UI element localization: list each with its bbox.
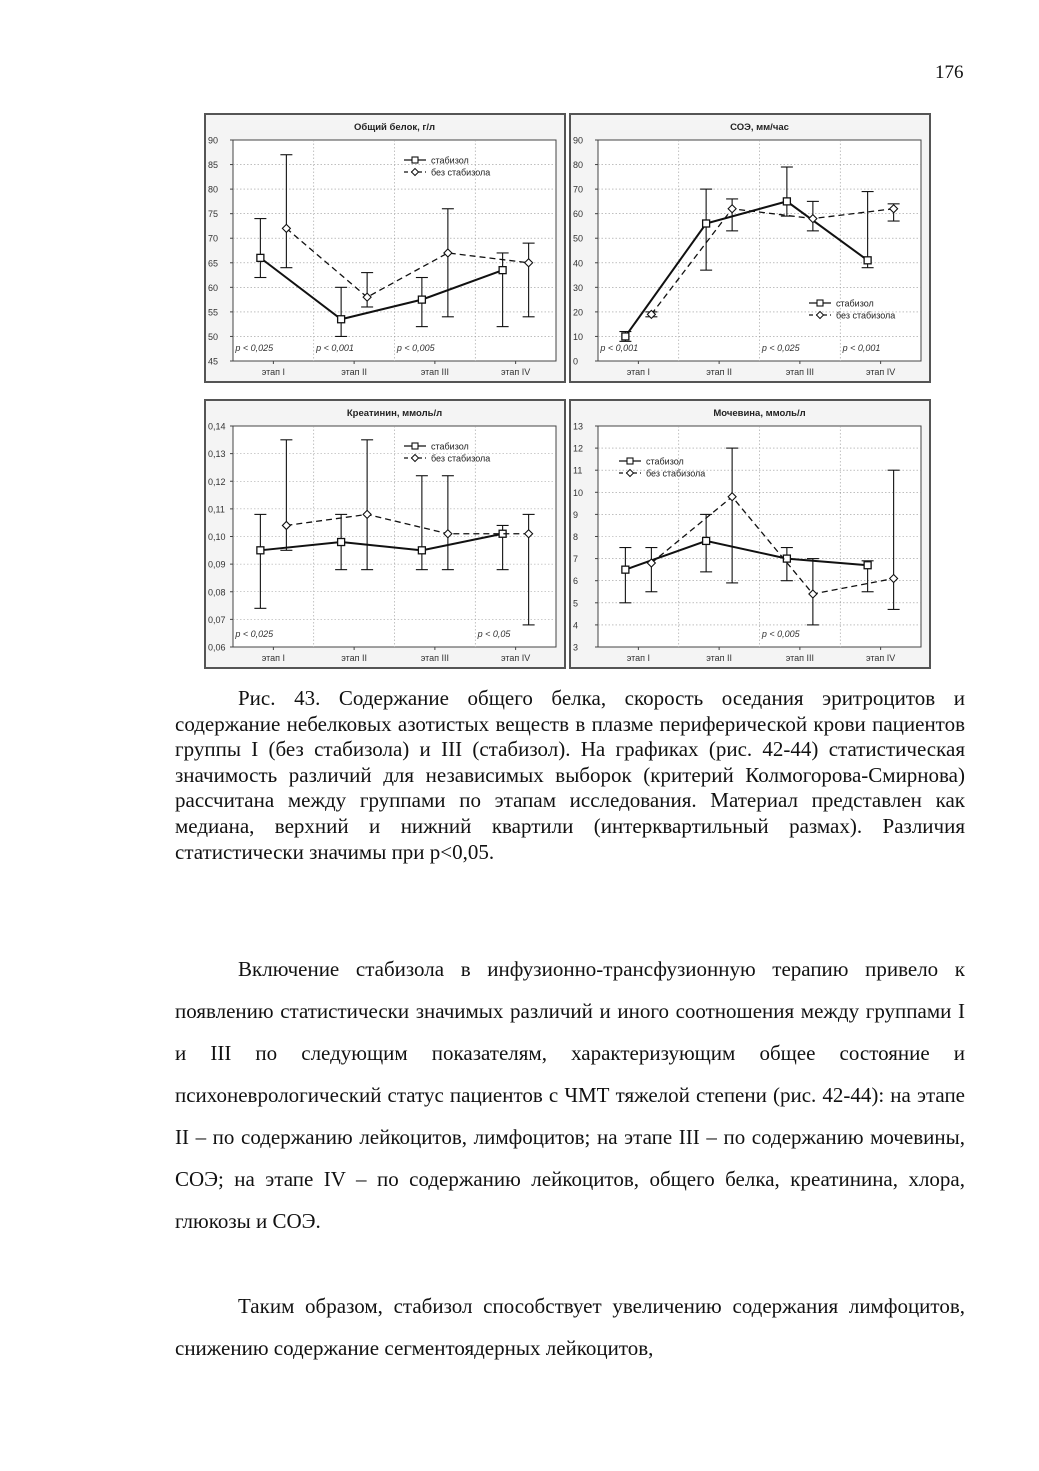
legend-label: без стабизола <box>431 453 491 464</box>
x-tick-label: этап II <box>341 367 368 377</box>
y-tick-label: 6 <box>573 576 579 587</box>
legend-marker <box>412 443 418 449</box>
legend-label: без стабизола <box>836 310 896 321</box>
x-tick-label: этап I <box>626 653 651 663</box>
x-tick-label: этап II <box>341 653 368 663</box>
figure-caption <box>175 686 965 865</box>
y-tick-label: 5 <box>573 598 579 609</box>
legend-marker <box>412 157 418 163</box>
y-tick-label: 0,13 <box>208 449 226 460</box>
y-tick-label: 40 <box>573 258 584 269</box>
y-tick-label: 0,09 <box>208 559 226 570</box>
chart-svg <box>569 399 931 669</box>
data-point-square <box>703 537 710 544</box>
data-point-square <box>257 254 264 261</box>
y-tick-label: 0,08 <box>208 587 226 598</box>
chart-title: Общий белок, г/л <box>353 122 436 133</box>
data-point-square <box>338 539 345 546</box>
chart-svg <box>204 399 566 669</box>
y-tick-label: 60 <box>208 282 219 293</box>
y-tick-label: 0,14 <box>208 421 226 432</box>
y-tick-label: 4 <box>573 620 579 631</box>
y-tick-label: 30 <box>573 282 584 293</box>
y-tick-label: 0,10 <box>208 532 226 542</box>
x-tick-label: этап II <box>706 653 733 663</box>
y-tick-label: 0,12 <box>208 476 226 487</box>
x-tick-label: этап III <box>420 653 450 663</box>
p-value-annotation: p < 0,001 <box>842 343 881 353</box>
page-number: 176 <box>935 62 964 83</box>
y-tick-label: 70 <box>208 233 219 244</box>
p-value-annotation: p < 0,001 <box>316 343 354 353</box>
paragraph-2-text: Таким образом, стабизол способствует увеличению содержания лимфоцитов, снижению содержание сегментоядерных лейкоцитов, <box>175 1294 965 1360</box>
legend-label: стабизол <box>646 456 684 467</box>
caption-text: Рис. 43. Содержание общего белка, скорость оседания эритроцитов и содержание небелковых азотистых веществ в плазме периферической крови пациентов группы I (без стабизола) и III (стабизол). На графиках (рис. 42-44) статистическая значимость различий для независимых выборок (критерий Колмогорова-Смирнова) рассчитана между группами по этапам исследования. Материал представлен как медиана, верхний и нижний квартили (интерквартильный размах). Различия статистически значимы при p<0,05. <box>175 686 965 864</box>
y-tick-label: 13 <box>573 421 584 432</box>
chart-total-protein <box>204 113 566 383</box>
chart-title: Мочевина, ммоль/л <box>713 408 806 419</box>
body-paragraph-2 <box>175 1285 965 1369</box>
legend-marker <box>817 300 823 306</box>
y-tick-label: 11 <box>573 465 583 476</box>
x-tick-label: этап I <box>626 367 651 377</box>
chart-esr <box>569 113 931 383</box>
legend-label: без стабизола <box>431 167 491 178</box>
y-tick-label: 12 <box>573 443 584 454</box>
data-point-square <box>703 220 710 227</box>
data-point-square <box>783 555 790 562</box>
x-tick-label: этап III <box>785 367 815 377</box>
p-value-annotation: p < 0,025 <box>235 629 274 639</box>
y-tick-label: 50 <box>208 331 219 342</box>
legend-marker <box>627 458 633 464</box>
y-tick-label: 20 <box>573 307 584 318</box>
data-point-square <box>499 267 506 274</box>
chart-creatinine <box>204 399 566 669</box>
y-tick-label: 80 <box>208 184 219 195</box>
y-tick-label: 0,06 <box>208 642 226 653</box>
p-value-annotation: p < 0,005 <box>396 343 435 353</box>
legend-label: без стабизола <box>646 468 706 479</box>
y-tick-label: 75 <box>208 209 219 220</box>
paragraph-1-text: Включение стабизола в инфузионно-трансфузионную терапию привело к появлению статистически значимых различий и иного соотношения между группами I и III по следующим показателям, характеризующим общее состояние и психоневрологический статус пациентов с ЧМТ тяжелой степени (рис. 42-44): на этапе II – по содержанию лейкоцитов, лимфоцитов; на этапе III – по содержанию мочевины, СОЭ; на этапе IV – по содержанию лейкоцитов, общего белка, креатинина, хлора, глюкозы и СОЭ. <box>175 957 965 1233</box>
y-tick-label: 65 <box>208 258 219 269</box>
y-tick-label: 0,07 <box>208 614 226 625</box>
x-tick-label: этап III <box>785 653 815 663</box>
chart-svg <box>569 113 931 383</box>
data-point-square <box>338 316 345 323</box>
x-tick-label: этап II <box>706 367 733 377</box>
chart-svg <box>204 113 566 383</box>
y-tick-label: 70 <box>573 184 584 195</box>
y-tick-label: 85 <box>208 160 219 171</box>
y-tick-label: 10 <box>573 331 584 342</box>
y-tick-label: 0,11 <box>208 504 225 515</box>
y-tick-label: 50 <box>573 233 584 244</box>
plot-area <box>598 140 921 361</box>
y-tick-label: 7 <box>573 554 579 565</box>
y-tick-label: 80 <box>573 160 584 171</box>
p-value-annotation: p < 0,025 <box>235 343 274 353</box>
data-point-square <box>622 566 629 573</box>
legend-label: стабизол <box>431 155 469 166</box>
y-tick-label: 90 <box>208 135 219 146</box>
data-point-square <box>257 547 264 554</box>
p-value-annotation: p < 0,005 <box>761 629 800 639</box>
y-tick-label: 60 <box>573 209 584 220</box>
x-tick-label: этап IV <box>500 367 531 377</box>
x-tick-label: этап IV <box>865 653 896 663</box>
y-tick-label: 90 <box>573 135 584 146</box>
y-tick-label: 45 <box>208 356 219 367</box>
y-tick-label: 3 <box>573 642 579 653</box>
y-tick-label: 9 <box>573 509 579 520</box>
x-tick-label: этап IV <box>865 367 896 377</box>
data-point-square <box>622 333 629 340</box>
p-value-annotation: p < 0,025 <box>761 343 800 353</box>
data-point-square <box>864 562 871 569</box>
data-point-square <box>864 257 871 264</box>
y-tick-label: 10 <box>573 487 584 498</box>
x-tick-label: этап I <box>261 367 286 377</box>
p-value-annotation: p < 0,001 <box>600 343 639 353</box>
data-point-square <box>783 198 790 205</box>
chart-title: СОЭ, мм/час <box>730 122 789 133</box>
legend-label: стабизол <box>836 298 874 309</box>
plot-area <box>233 140 556 361</box>
data-point-square <box>418 547 425 554</box>
x-tick-label: этап III <box>420 367 450 377</box>
y-tick-label: 8 <box>573 532 579 542</box>
x-tick-label: этап I <box>261 653 286 663</box>
data-point-square <box>418 296 425 303</box>
y-tick-label: 55 <box>208 307 219 318</box>
p-value-annotation: p < 0,05 <box>477 629 511 639</box>
body-paragraph-1 <box>175 948 965 1242</box>
chart-urea <box>569 399 931 669</box>
y-tick-label: 0 <box>573 356 579 367</box>
chart-title: Креатинин, ммоль/л <box>346 408 443 419</box>
x-tick-label: этап IV <box>500 653 531 663</box>
legend-label: стабизол <box>431 441 469 452</box>
